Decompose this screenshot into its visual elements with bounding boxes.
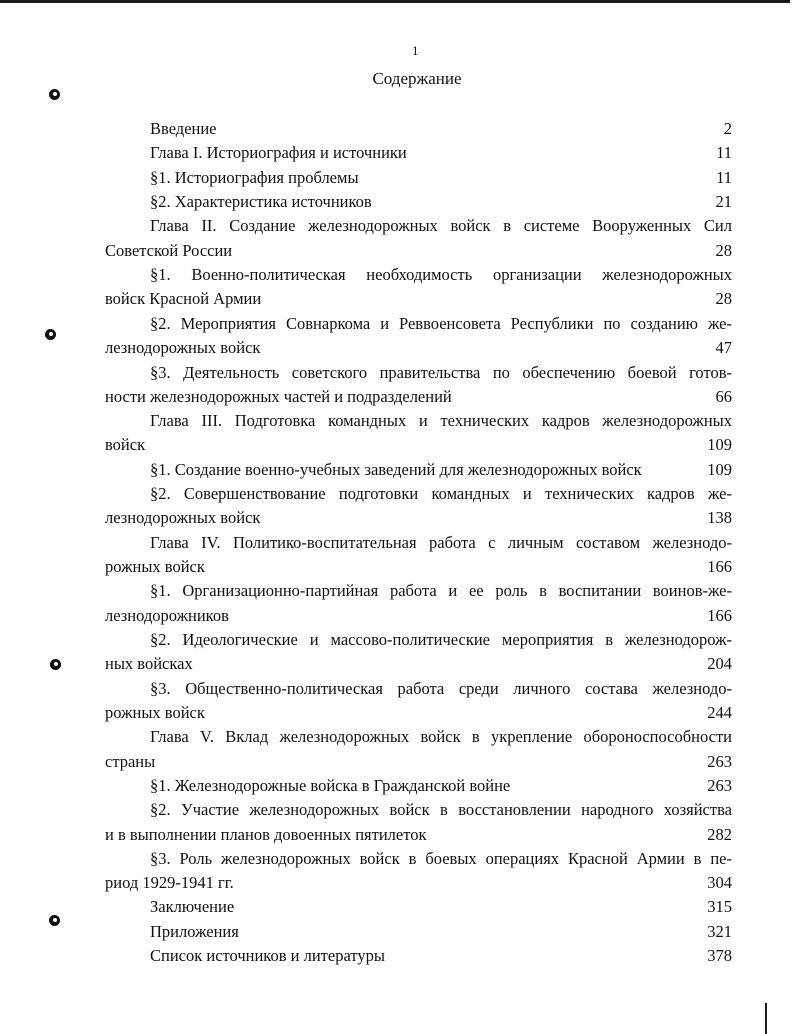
toc-entry-title: §2. Характеристика источников xyxy=(150,192,372,211)
toc-entry-chapter-3-line1: Глава III. Подготовка командных и технических кадров железнодорожных xyxy=(150,411,732,430)
toc-entry-page: 28 xyxy=(715,289,732,308)
toc-entry-page: 244 xyxy=(707,703,732,722)
toc-entry-ch2-sec3-line1: §3. Деятельность советского правительства по обеспечению боевой готов- xyxy=(150,363,732,382)
toc-entry-title: риод 1929-1941 гг. xyxy=(105,873,234,892)
toc-entry-title: лезнодорожных войск xyxy=(105,508,261,527)
toc-entry-ch2-sec1-line1: §1. Военно-политическая необходимость организации железнодорожных xyxy=(150,265,732,284)
toc-entry-title: ных войсках xyxy=(105,654,193,673)
toc-entry-ch4-sec2-line2 xyxy=(105,653,732,675)
toc-entry-title: войск xyxy=(105,435,146,454)
toc-entry-ch2-sec2-line1: §2. Мероприятия Совнаркома и Реввоенсовета Республики по созданию же- xyxy=(150,314,732,333)
toc-entry-ch1-sec2 xyxy=(150,191,732,213)
toc-entry-page: 138 xyxy=(707,508,732,527)
toc-entry-page: 315 xyxy=(707,897,732,916)
toc-entry-ch1-sec1 xyxy=(150,167,732,189)
toc-entry-title: §1. Железнодорожные войска в Гражданской войне xyxy=(150,776,511,795)
toc-entry-title: §1. Историография проблемы xyxy=(150,168,359,187)
toc-entry-chapter-4-line2 xyxy=(105,556,732,578)
toc-entry-page: 263 xyxy=(707,776,732,795)
toc-entry-introduction xyxy=(150,118,732,140)
toc-entry-title: Глава I. Историография и источники xyxy=(150,143,407,162)
toc-entry-bibliography xyxy=(150,945,732,967)
toc-entry-title: рожных войск xyxy=(105,557,205,576)
toc-entry-title: рожных войск xyxy=(105,703,205,722)
toc-entry-ch4-sec3-line1: §3. Общественно-политическая работа среди личного состава железнодо- xyxy=(150,679,732,698)
toc-entry-ch5-sec1 xyxy=(150,775,732,797)
toc-entry-page: 109 xyxy=(707,435,732,454)
toc-entry-title: Список источников и литературы xyxy=(150,946,385,965)
toc-entry-title: лезнодорожных войск xyxy=(105,338,261,357)
toc-entry-chapter-1 xyxy=(150,142,732,164)
toc-entry-chapter-5-line1: Глава V. Вклад железнодорожных войск в укрепление обороноспособности xyxy=(150,727,732,746)
toc-entry-page: 11 xyxy=(716,143,732,162)
toc-entry-page: 109 xyxy=(707,460,732,479)
toc-entry-appendices xyxy=(150,921,732,943)
toc-entry-title: §1. Создание военно-учебных заведений для железнодорожных войск xyxy=(150,460,642,479)
toc-entry-page: 21 xyxy=(715,192,732,211)
toc-entry-ch3-sec1 xyxy=(150,459,732,481)
toc-entry-chapter-5-line2 xyxy=(105,751,732,773)
toc-entry-page: 47 xyxy=(715,338,732,357)
toc-entry-conclusion xyxy=(150,896,732,918)
toc-entry-ch2-sec3-line2 xyxy=(105,386,732,408)
toc-entry-title: Приложения xyxy=(150,922,239,941)
toc-entry-title: лезнодорожников xyxy=(105,606,229,625)
toc-entry-title: страны xyxy=(105,752,156,771)
toc-entry-ch4-sec2-line1: §2. Идеологические и массово-политические мероприятия в железнодорож- xyxy=(150,630,732,649)
toc-entry-page: 321 xyxy=(707,922,732,941)
toc-entry-ch4-sec3-line2 xyxy=(105,702,732,724)
toc-entry-chapter-2-line2 xyxy=(105,240,732,262)
toc-entry-page: 2 xyxy=(723,119,732,138)
toc-entry-page: 66 xyxy=(715,387,732,406)
toc-entry-title: Заключение xyxy=(150,897,235,916)
toc-entry-ch4-sec1-line1: §1. Организационно-партийная работа и ее роль в воспитании воинов-же- xyxy=(150,581,732,600)
toc-entry-page: 378 xyxy=(707,946,732,965)
toc-entry-page: 282 xyxy=(707,825,732,844)
toc-entry-title: войск Красной Армии xyxy=(105,289,262,308)
page-title: Содержание xyxy=(372,69,462,88)
toc-entry-ch3-sec2-line2 xyxy=(105,507,732,529)
toc-entry-title: и в выполнении планов довоенных пятилеток xyxy=(105,825,427,844)
toc-entry-title: ности железнодорожных частей и подразделений xyxy=(105,387,452,406)
toc-entry-page: 28 xyxy=(715,241,732,260)
toc-entry-page: 11 xyxy=(716,168,732,187)
toc-entry-page: 263 xyxy=(707,752,732,771)
toc-entry-page: 304 xyxy=(707,873,732,892)
toc-entry-title: Введение xyxy=(150,119,217,138)
toc-entry-chapter-4-line1: Глава IV. Политико-воспитательная работа с личным составом железнодо- xyxy=(150,533,732,552)
toc-entry-title: Советской России xyxy=(105,241,233,260)
toc-entry-page: 204 xyxy=(707,654,732,673)
toc-entry-ch5-sec3-line2 xyxy=(105,872,732,894)
toc-entry-ch5-sec2-line2 xyxy=(105,824,732,846)
toc-entry-chapter-2-line1: Глава II. Создание железнодорожных войск в системе Вооруженных Сил xyxy=(150,216,732,235)
toc-entry-ch3-sec2-line1: §2. Совершенствование подготовки командных и технических кадров же- xyxy=(150,484,732,503)
toc-entry-ch5-sec3-line1: §3. Роль железнодорожных войск в боевых операциях Красной Армии в пе- xyxy=(150,849,732,868)
page-number: 1 xyxy=(412,43,419,58)
toc-entry-chapter-3-line2 xyxy=(105,434,732,456)
toc-entry-ch2-sec2-line2 xyxy=(105,337,732,359)
toc-entry-page: 166 xyxy=(707,557,732,576)
toc-entry-ch2-sec1-line2 xyxy=(105,288,732,310)
toc-entry-page: 166 xyxy=(707,606,732,625)
toc-entry-ch5-sec2-line1: §2. Участие железнодорожных войск в восстановлении народного хозяйства xyxy=(150,800,732,819)
toc-entry-ch4-sec1-line2 xyxy=(105,605,732,627)
